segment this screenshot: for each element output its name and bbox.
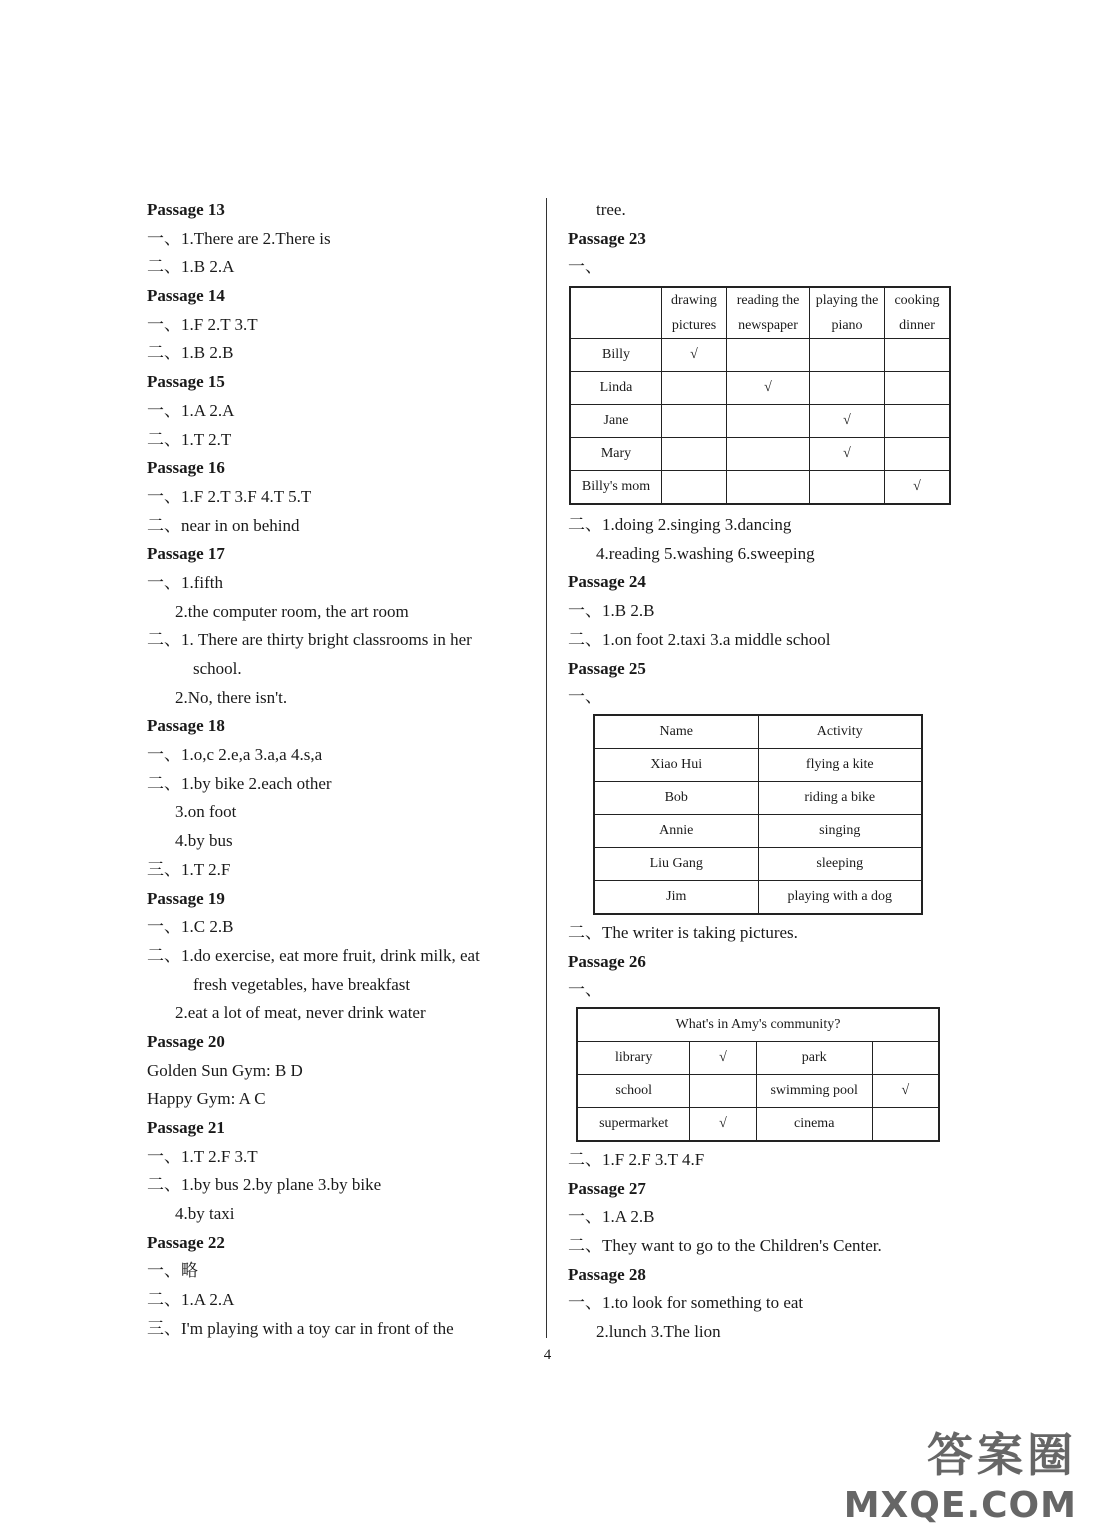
answer-line: 一、1.A 2.B bbox=[568, 1207, 655, 1227]
passage-23-table bbox=[569, 286, 951, 505]
table-cell bbox=[662, 372, 727, 405]
passage-heading: Passage 28 bbox=[568, 1264, 646, 1284]
table-cell bbox=[662, 405, 727, 438]
watermark-en: MXQE.COM bbox=[843, 1485, 1077, 1526]
table-row bbox=[577, 1107, 939, 1141]
table-cell: Liu Gang bbox=[594, 847, 758, 880]
table-header-row bbox=[594, 715, 922, 749]
table-cell bbox=[690, 1074, 756, 1107]
table-header-cell: cooking dinner bbox=[885, 287, 951, 339]
table-title-row bbox=[577, 1008, 939, 1042]
answer-line: 一、1.fifth bbox=[147, 572, 224, 592]
answer-line: 4.reading 5.washing 6.sweeping bbox=[596, 543, 815, 563]
table-cell: riding a bike bbox=[758, 781, 922, 814]
table-row bbox=[577, 1074, 939, 1107]
answer-line: 二、1.T 2.T bbox=[147, 429, 232, 449]
table-cell: √ bbox=[810, 405, 885, 438]
right-after-table-25 bbox=[568, 919, 953, 1005]
answer-line: 二、1.on foot 2.taxi 3.a middle school bbox=[568, 629, 831, 649]
passage-heading: Passage 24 bbox=[568, 572, 646, 592]
table-cell: school bbox=[577, 1074, 690, 1107]
answer-line: 二、1.do exercise, eat more fruit, drink milk, eat bbox=[147, 945, 480, 965]
table-row-label: Billy bbox=[570, 339, 662, 372]
passage-heading: Passage 25 bbox=[568, 658, 646, 678]
answer-line: 一、1.A 2.A bbox=[147, 400, 235, 420]
table-row-label: Mary bbox=[570, 438, 662, 471]
watermark-logo bbox=[844, 1419, 1077, 1526]
table-cell bbox=[727, 438, 810, 471]
table-row bbox=[594, 748, 922, 781]
page-number: 4 bbox=[543, 1347, 552, 1363]
passage-heading: Passage 19 bbox=[147, 888, 225, 908]
table-header-cell: drawing pictures bbox=[662, 287, 727, 339]
passage-heading: Passage 21 bbox=[147, 1118, 225, 1137]
table-row-label: Billy's mom bbox=[570, 471, 662, 505]
answer-line: 一、 bbox=[568, 687, 602, 707]
passage-heading: Passage 20 bbox=[147, 1031, 225, 1051]
passage-heading: Passage 23 bbox=[568, 228, 646, 248]
table-row bbox=[570, 405, 950, 438]
table-cell: √ bbox=[727, 372, 810, 405]
answer-line: 三、1.T 2.F bbox=[147, 859, 231, 879]
answer-line: 二、They want to go to the Children's Center. bbox=[568, 1236, 882, 1255]
table-row bbox=[594, 880, 922, 914]
table-header-cell bbox=[570, 287, 662, 339]
table-cell bbox=[885, 438, 951, 471]
answer-line: 4.by taxi bbox=[175, 1204, 235, 1224]
left-column bbox=[147, 196, 532, 1344]
right-after-table-26 bbox=[568, 1146, 953, 1347]
passage-heading: Passage 22 bbox=[147, 1232, 225, 1252]
answer-line: 二、The writer is taking pictures. bbox=[568, 922, 798, 942]
right-column bbox=[568, 196, 953, 1347]
answer-line: 一、1.to look for something to eat bbox=[568, 1293, 804, 1313]
table-header-cell: Activity bbox=[758, 715, 922, 749]
table-cell: Jim bbox=[594, 880, 758, 914]
table-cell: park bbox=[756, 1041, 872, 1074]
answer-line: 二、1. There are thirty bright classrooms in her bbox=[147, 630, 472, 650]
table-header-row bbox=[570, 287, 950, 339]
table-cell: cinema bbox=[756, 1107, 872, 1141]
answer-line: 二、1.B 2.A bbox=[147, 257, 235, 277]
answer-line: 一、 bbox=[568, 257, 602, 277]
table-row bbox=[570, 372, 950, 405]
table-cell: flying a kite bbox=[758, 748, 922, 781]
table-cell bbox=[727, 471, 810, 505]
answer-line: 3.on foot bbox=[175, 802, 237, 822]
table-cell: √ bbox=[810, 438, 885, 471]
table-cell bbox=[885, 372, 951, 405]
table-cell: Bob bbox=[594, 781, 758, 814]
answer-line: 二、1.doing 2.singing 3.dancing bbox=[568, 515, 792, 535]
table-cell: √ bbox=[662, 339, 727, 372]
answer-line: 一、1.F 2.T 3.T bbox=[147, 314, 258, 334]
table-cell bbox=[727, 339, 810, 372]
answer-line: 一、1.C 2.B bbox=[147, 917, 234, 937]
table-header-cell: playing the piano bbox=[810, 287, 885, 339]
answer-line: 一、1.F 2.T 3.F 4.T 5.T bbox=[147, 486, 312, 506]
table-cell bbox=[872, 1041, 939, 1074]
table-row-label: Jane bbox=[570, 405, 662, 438]
answer-line: 2.No, there isn't. bbox=[175, 687, 288, 707]
passage-heading: Passage 17 bbox=[147, 544, 225, 564]
table-cell bbox=[885, 405, 951, 438]
answer-line: 4.by bus bbox=[175, 831, 233, 851]
table-row bbox=[577, 1041, 939, 1074]
passage-25-table bbox=[593, 714, 923, 915]
passage-heading: Passage 16 bbox=[147, 458, 225, 478]
table-cell: playing with a dog bbox=[758, 880, 922, 914]
table-row bbox=[570, 471, 950, 505]
table-header-cell: reading the newspaper bbox=[727, 287, 810, 339]
watermark-cn: 答案圈 bbox=[927, 1428, 1077, 1482]
answer-line: 二、near in on behind bbox=[147, 515, 300, 535]
answer-line: 三、I'm playing with a toy car in front of the bbox=[147, 1318, 454, 1338]
table-cell: √ bbox=[690, 1041, 756, 1074]
table-cell: library bbox=[577, 1041, 690, 1074]
table-row-label: Linda bbox=[570, 372, 662, 405]
right-after-table-23 bbox=[568, 511, 953, 712]
passage-heading: Passage 26 bbox=[568, 951, 646, 971]
table-cell: singing bbox=[758, 814, 922, 847]
passage-heading: Passage 18 bbox=[147, 716, 225, 736]
table-cell: √ bbox=[885, 471, 951, 505]
answer-line: 2.the computer room, the art room bbox=[175, 601, 409, 621]
passage-heading: Passage 13 bbox=[147, 200, 225, 219]
answer-line: 一、1.o,c 2.e,a 3.a,a 4.s,a bbox=[147, 745, 323, 765]
table-cell: √ bbox=[872, 1074, 939, 1107]
table-cell: supermarket bbox=[577, 1107, 690, 1141]
answer-line: 一、略 bbox=[147, 1261, 198, 1281]
table-row bbox=[594, 781, 922, 814]
right-top-lines bbox=[568, 196, 953, 282]
passage-heading: Passage 27 bbox=[568, 1178, 646, 1198]
answer-line: 2.lunch 3.The lion bbox=[596, 1322, 721, 1342]
answer-line: 二、1.B 2.B bbox=[147, 343, 234, 363]
answer-line: 一、1.There are 2.There is bbox=[147, 228, 331, 248]
table-cell bbox=[885, 339, 951, 372]
table-cell: Annie bbox=[594, 814, 758, 847]
answer-line: 一、1.B 2.B bbox=[568, 601, 655, 621]
table-cell bbox=[810, 471, 885, 505]
answer-line: Happy Gym: A C bbox=[147, 1089, 266, 1109]
table-cell bbox=[727, 405, 810, 438]
table-cell bbox=[662, 438, 727, 471]
answer-line: tree. bbox=[596, 200, 626, 219]
answer-line: 一、1.T 2.F 3.T bbox=[147, 1146, 258, 1166]
answer-line: 一、 bbox=[568, 980, 602, 1000]
passage-26-table bbox=[576, 1007, 940, 1142]
table-cell: swimming pool bbox=[756, 1074, 872, 1107]
answer-line: school. bbox=[193, 659, 242, 678]
table-header-cell: Name bbox=[594, 715, 758, 749]
answer-line: 二、1.A 2.A bbox=[147, 1290, 235, 1310]
passage-heading: Passage 15 bbox=[147, 372, 225, 392]
passage-heading: Passage 14 bbox=[147, 286, 225, 306]
table-cell bbox=[872, 1107, 939, 1141]
table-row bbox=[570, 438, 950, 471]
table-cell: √ bbox=[690, 1107, 756, 1141]
table-cell bbox=[810, 372, 885, 405]
table-title: What's in Amy's community? bbox=[577, 1008, 939, 1042]
table-row bbox=[570, 339, 950, 372]
table-cell bbox=[810, 339, 885, 372]
answer-line: 二、1.by bike 2.each other bbox=[147, 773, 332, 793]
table-row bbox=[594, 814, 922, 847]
table-cell: sleeping bbox=[758, 847, 922, 880]
answer-line: Golden Sun Gym: B D bbox=[147, 1060, 303, 1080]
answer-line: 2.eat a lot of meat, never drink water bbox=[175, 1003, 426, 1023]
answer-line: 二、1.F 2.F 3.T 4.F bbox=[568, 1149, 705, 1169]
column-divider bbox=[546, 198, 547, 1338]
answer-line: 二、1.by bus 2.by plane 3.by bike bbox=[147, 1175, 382, 1195]
table-row bbox=[594, 847, 922, 880]
table-cell bbox=[662, 471, 727, 505]
table-cell: Xiao Hui bbox=[594, 748, 758, 781]
answer-line: fresh vegetables, have breakfast bbox=[193, 974, 411, 994]
